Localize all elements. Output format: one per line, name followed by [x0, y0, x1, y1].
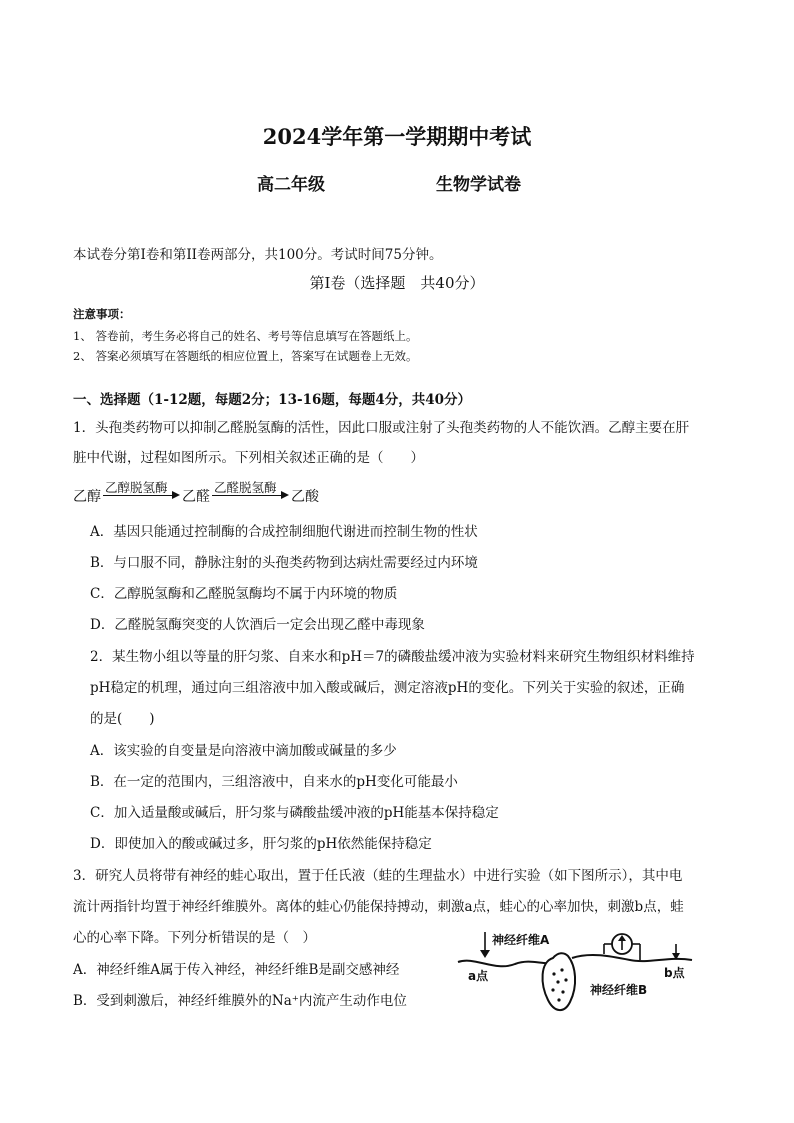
reaction-enzyme-2: 乙醛脱氢酶	[214, 480, 277, 495]
q2-stem-line1: 2．某生物小组以等量的肝匀浆、自来水和pH＝7的磷酸盐缓冲液为实验材料来研究生物组织材料维持	[90, 649, 695, 665]
q2-stem-line2: pH稳定的机理，通过向三组溶液中加入酸或碱后，测定溶液pH的变化。下列关于实验的叙述，正确	[90, 680, 685, 696]
reaction-arrow-1	[103, 495, 174, 496]
q3-stem-line2: 流计两指针均置于神经纤维膜外。离体的蛙心仍能保持搏动，刺激a点，蛙心的心率加快，刺激b点，蛙	[73, 899, 684, 915]
q3-frog-heart-figure	[440, 922, 720, 1022]
reaction-arrowhead-1	[172, 491, 180, 499]
stimulus-arrow-a-icon	[480, 950, 490, 958]
note-item-1: 1、 答卷前，考生务必将自己的姓名、考号等信息填写在答题纸上。	[73, 329, 418, 343]
exam-title: 2024学年第一学期期中考试	[262, 124, 532, 149]
q1-option-b: B．与口服不同，静脉注射的头孢类药物到达病灶需要经过内环境	[90, 555, 478, 571]
q2-stem-line3: 的是( )	[90, 711, 155, 727]
reaction-enzyme-1: 乙醇脱氢酶	[105, 480, 168, 495]
note-item-2: 2、 答案必须填写在答题纸的相应位置上，答案写在试题卷上无效。	[73, 349, 418, 363]
grade-label: 高二年级	[257, 175, 325, 195]
reaction-arrowhead-2	[281, 491, 289, 499]
q3-stem-line1: 3．研究人员将带有神经的蛙心取出，置于任氏液（蛙的生理盐水）中进行实验（如下图所示），其中电	[73, 868, 683, 884]
q1-option-a: A．基因只能通过控制酶的合成控制细胞代谢进而控制生物的性状	[90, 524, 478, 540]
reaction-substrate-acetaldehyde: 乙醛	[182, 489, 210, 505]
reaction-arrow-2	[212, 495, 283, 496]
q3-option-a: A．神经纤维A属于传入神经，神经纤维B是副交感神经	[73, 962, 400, 978]
notes-heading: 注意事项：	[73, 307, 131, 321]
nerve-fiber-a-line	[458, 961, 554, 967]
q2-option-c: C．加入适量酸或碱后，肝匀浆与磷酸盐缓冲液的pH能基本保持稳定	[90, 805, 499, 821]
intro-text: 本试卷分第I卷和第II卷两部分，共100分。考试时间75分钟。	[73, 247, 443, 263]
part1-heading: 一、选择题（1-12题，每题2分；13-16题，每题4分，共40分）	[73, 392, 472, 408]
q1-option-c: C．乙醇脱氢酶和乙醛脱氢酶均不属于内环境的物质	[90, 586, 398, 602]
q3-stem-line3: 心的心率下降。下列分析错误的是（ ）	[73, 930, 316, 946]
section1-title: 第I卷（选择题 共40分）	[309, 274, 485, 292]
q2-option-a: A．该实验的自变量是向溶液中滴加酸或碱量的多少	[90, 743, 397, 759]
q3-option-b: B．受到刺激后，神经纤维膜外的Na⁺内流产生动作电位	[73, 993, 407, 1009]
q1-option-d: D．乙醛脱氢酶突变的人饮酒后一定会出现乙醛中毒现象	[90, 617, 425, 633]
q2-option-d: D．即使加入的酸或碱过多，肝匀浆的pH依然能保持稳定	[90, 836, 432, 852]
q2-option-b: B．在一定的范围内，三组溶液中，自来水的pH变化可能最小	[90, 774, 458, 790]
q1-stem-line2: 脏中代谢，过程如图所示。下列相关叙述正确的是（ ）	[73, 450, 424, 466]
subject-label: 生物学试卷	[436, 175, 521, 195]
reaction-product-acetic-acid: 乙酸	[291, 489, 319, 505]
label-point-b: b点	[664, 966, 685, 980]
reaction-substrate-ethanol: 乙醇	[73, 489, 101, 505]
label-fiber-b: 神经纤维B	[590, 983, 648, 997]
label-fiber-a: 神经纤维A	[492, 933, 550, 947]
label-point-a: a点	[468, 969, 489, 983]
q1-stem-line1: 1．头孢类药物可以抑制乙醛脱氢酶的活性，因此口服或注射了头孢类药物的人不能饮酒。乙醇主要在肝	[73, 420, 690, 436]
